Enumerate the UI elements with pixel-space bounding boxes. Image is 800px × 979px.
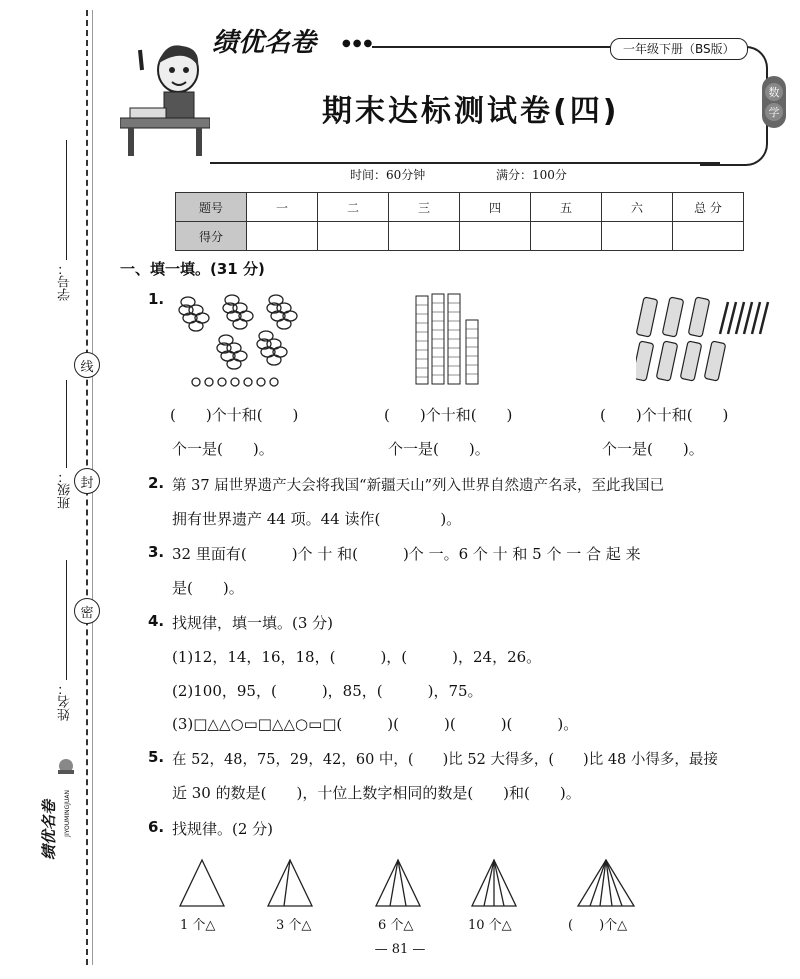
q6-number: 6. xyxy=(148,818,165,836)
q5-number: 5. xyxy=(148,748,165,766)
brand-dots: ●●● xyxy=(342,38,375,49)
q6-caption-1: 1 个△ xyxy=(180,918,216,933)
score-table-row2-label: 得分 xyxy=(176,222,247,251)
score-cell[interactable] xyxy=(389,222,460,251)
name-underline xyxy=(66,560,67,680)
score-cell[interactable] xyxy=(318,222,389,251)
class-underline xyxy=(66,380,67,468)
triangle-3 xyxy=(376,860,420,906)
mascot-boy xyxy=(120,30,210,160)
score-table-col: 总 分 xyxy=(673,193,744,222)
header-rule-left xyxy=(372,46,610,48)
q1-figure-sticks xyxy=(636,294,770,384)
page-number: — 81 — xyxy=(374,942,426,957)
class-label: 班级： xyxy=(58,470,73,509)
q6-caption-4: 10 个△ xyxy=(468,918,512,933)
score-table-row1-label: 题号 xyxy=(176,193,247,222)
subject-tab xyxy=(762,76,786,128)
q4-title: 找规律，填一填。(3 分) xyxy=(172,614,334,632)
q1-a-line1[interactable]: ( )个十和( ) xyxy=(170,406,299,424)
q4-line1[interactable]: (1)12，14，16，18，( )，( )，24，26。 xyxy=(172,648,542,666)
score-table-col: 四 xyxy=(460,193,531,222)
q3-number: 3. xyxy=(148,543,165,561)
triangle-1 xyxy=(180,860,224,906)
q1-number: 1. xyxy=(148,290,165,308)
header-frame xyxy=(700,46,768,166)
q6-title: 找规律。(2 分) xyxy=(172,820,274,838)
q4-line3[interactable]: (3)□△△○▭□△△○▭□( )( )( )( )。 xyxy=(172,715,579,733)
brand-logo: 绩优名卷 xyxy=(212,28,317,58)
q1-b-line1[interactable]: ( )个十和( ) xyxy=(384,406,513,424)
q1-figure-beads xyxy=(176,288,306,388)
header-rule-bottom xyxy=(210,162,720,164)
subject-char-2: 学 xyxy=(765,103,783,121)
triangle-5 xyxy=(578,860,634,906)
score-table-score-row xyxy=(176,222,744,251)
score-table-col: 二 xyxy=(318,193,389,222)
seal-line: 线 xyxy=(74,352,100,378)
page-title: 期末达标测试卷(四) xyxy=(322,94,620,129)
score-table-header-row xyxy=(176,193,744,222)
q2-number: 2. xyxy=(148,474,165,492)
full-score: 满分：100分 xyxy=(496,168,567,182)
score-cell[interactable] xyxy=(531,222,602,251)
score-cell[interactable] xyxy=(673,222,744,251)
score-table-col: 五 xyxy=(531,193,602,222)
score-table-col: 一 xyxy=(247,193,318,222)
q1-c-line2[interactable]: 个一是( )。 xyxy=(602,440,704,458)
score-table-col: 三 xyxy=(389,193,460,222)
section-1-title: 一、填一填。(31 分) xyxy=(120,260,265,278)
name-label: 姓名： xyxy=(58,682,73,721)
student-id-underline xyxy=(66,140,67,260)
seal-secret: 密 xyxy=(74,598,100,624)
mascot-boy-icon xyxy=(120,30,210,160)
score-cell[interactable] xyxy=(460,222,531,251)
subject-char-1: 数 xyxy=(765,83,783,101)
score-table-col: 六 xyxy=(602,193,673,222)
margin-logo-sub: JIYOUMINGJUAN xyxy=(64,790,71,837)
q6-caption-5[interactable]: ( )个△ xyxy=(568,918,628,933)
q1-figure-blocks xyxy=(410,290,490,386)
q2-line2[interactable]: 拥有世界遗产 44 项。44 读作( )。 xyxy=(172,510,462,528)
q1-c-line1[interactable]: ( )个十和( ) xyxy=(600,406,729,424)
q6-caption-2: 3 个△ xyxy=(276,918,312,933)
q1-a-line2[interactable]: 个一是( )。 xyxy=(172,440,274,458)
q4-number: 4. xyxy=(148,612,165,630)
margin-logo-text: 绩优名卷 xyxy=(40,799,58,860)
q1-b-line2[interactable]: 个一是( )。 xyxy=(388,440,490,458)
bead-ring-1 xyxy=(179,297,209,331)
triangle-2 xyxy=(268,860,312,906)
q2-line1: 第 37 届世界遗产大会将我国“新疆天山”列入世界自然遗产名录，至此我国已 xyxy=(172,478,664,494)
grade-tab: 一年级下册（BS版） xyxy=(610,38,748,60)
q5-line2[interactable]: 近 30 的数是( )，十位上数字相同的数是( )和( )。 xyxy=(172,784,581,802)
seal-seal: 封 xyxy=(74,468,100,494)
score-cell[interactable] xyxy=(602,222,673,251)
q3-line2[interactable]: 是( )。 xyxy=(172,579,244,597)
score-table xyxy=(175,192,744,251)
q6-triangles xyxy=(176,856,656,912)
q6-caption-3: 6 个△ xyxy=(378,918,414,933)
q3-line1[interactable]: 32 里面有( )个 十 和( )个 一。6 个 十 和 5 个 一 合 起 来 xyxy=(172,545,641,563)
student-id-label: 学号： xyxy=(58,262,73,301)
q4-line2[interactable]: (2)100，95，( )，85，( )，75。 xyxy=(172,682,483,700)
exam-time: 时间：60分钟 xyxy=(350,168,426,182)
q5-line1[interactable]: 在 52，48，75，29，42，60 中，( )比 52 大得多，( )比 48 小得多，最接 xyxy=(172,752,718,768)
score-cell[interactable] xyxy=(247,222,318,251)
